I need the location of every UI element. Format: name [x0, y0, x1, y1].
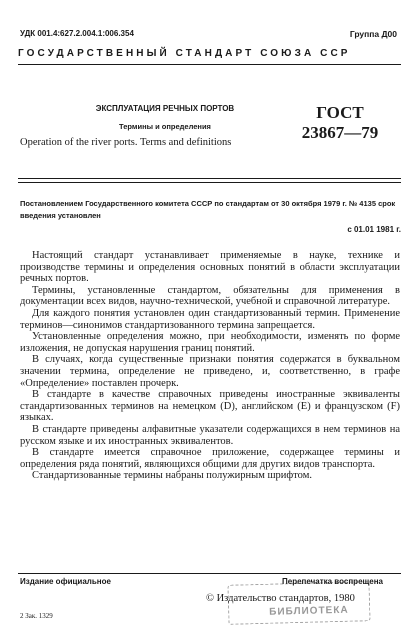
- paragraph: В случаях, когда существенные признаки понятия содержатся в буквальном значении термина, определение не приведено, и, соответственно, в графе «Определение» поставлен прочерк.: [20, 354, 400, 389]
- effective-date: с 01.01 1981 г.: [347, 225, 401, 234]
- paragraph: В стандарте приведены алфавитные указатели содержащихся в нем терминов на русском языке и их иностранных эквивалентов.: [20, 423, 400, 447]
- paragraph: В стандарте имеется справочное приложение, содержащее термины и определения ряда понятий, являющихся общими для других видов транспорта.: [20, 447, 400, 470]
- body-text: [20, 250, 400, 482]
- gost-designation: [300, 103, 380, 143]
- official-edition: Издание официальное: [20, 577, 111, 586]
- paragraph: Термины, установленные стандартом, обязательны для применения в документации всех видов, научно-технической, учебной и справочной литературе.: [20, 284, 400, 308]
- udk-code: УДК 001.4:627.2.004.1:006.354: [20, 29, 134, 38]
- title-rule-bottom: [18, 182, 401, 183]
- gost-number: 23867—79: [301, 123, 379, 142]
- header-rule: [18, 64, 401, 65]
- document-title-en: Operation of the river ports. Terms and definitions: [20, 137, 232, 148]
- group-code: Группа Д00: [349, 29, 397, 39]
- paragraph: Стандартизованные термины набраны полужирным шрифтом.: [32, 470, 312, 482]
- document-title-ru: ЭКСПЛУАТАЦИЯ РЕЧНЫХ ПОРТОВ: [95, 104, 235, 113]
- footer-rule: [18, 573, 401, 574]
- state-standard-heading: ГОСУДАРСТВЕННЫЙ СТАНДАРТ СОЮЗА ССР: [18, 48, 351, 59]
- order-number: 2 Зак. 1329: [20, 612, 53, 620]
- paragraph: Установленные определения можно, при необходимости, изменять по форме изложения, не допуская нарушения границ понятий.: [20, 331, 400, 354]
- title-rule-top: [18, 178, 401, 179]
- paragraph: Для каждого понятия установлен один стандартизованный термин. Применение терминов—синонимов стандартизованного термина запрещается.: [20, 307, 400, 331]
- paragraph: Настоящий стандарт устанавливает применяемые в науке, технике и производстве термины и определения основных понятий в области эксплуатации речных портов.: [20, 250, 400, 285]
- decree-text: Постановлением Государственного комитета СССР по стандартам от 30 октября 1979 г. № 4135 срок введения установлен: [20, 199, 396, 220]
- document-subtitle-ru: Термины и определения: [119, 122, 211, 131]
- reprint-notice: Перепечатка воспрещена: [282, 577, 383, 586]
- paragraph: В стандарте в качестве справочных приведены иностранные эквиваленты стандартизованных терминов на немецком (D), английском (E) и французском (F) языках.: [20, 389, 400, 424]
- library-stamp-text: БИБЛИОТЕКА: [269, 604, 349, 618]
- copyright: © Издательство стандартов, 1980: [206, 593, 355, 604]
- gost-label: ГОСТ: [316, 103, 364, 122]
